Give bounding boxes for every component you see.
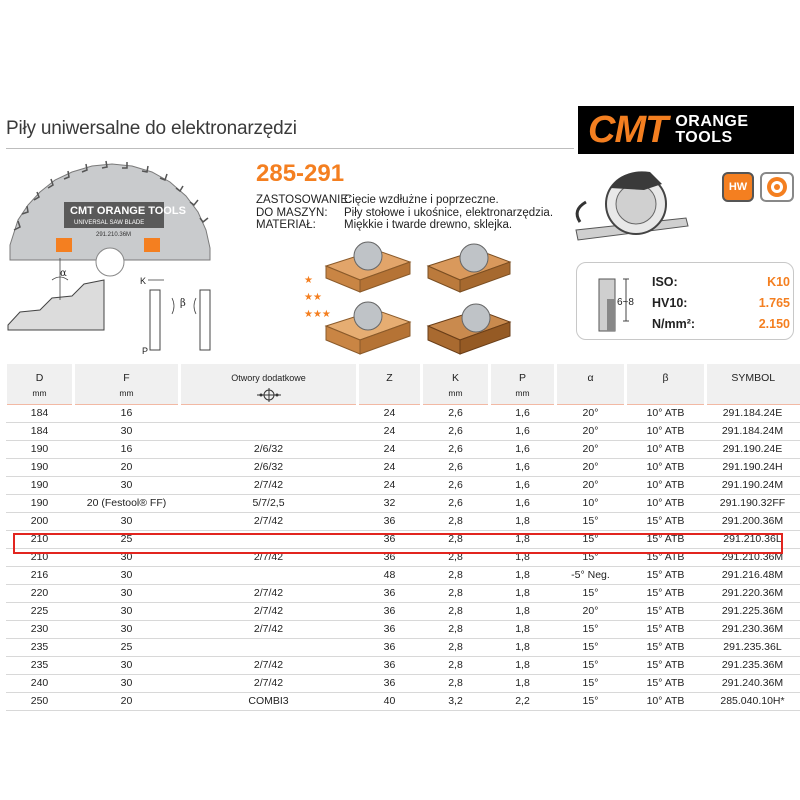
cell-z: 36	[358, 675, 422, 693]
cell-d: 190	[6, 441, 74, 459]
cell-z: 24	[358, 477, 422, 495]
grade-row-nmm2	[652, 317, 790, 331]
grade-row-hv10	[652, 296, 790, 310]
logo-line-1: ORANGE	[675, 113, 749, 130]
spec-key: ZASTOSOWANIE:	[256, 194, 352, 206]
cell-beta: 15° ATB	[626, 675, 706, 693]
carbide-grade-box	[576, 262, 794, 340]
cell-alpha: 15°	[556, 585, 626, 603]
cell-p: 2,2	[490, 693, 556, 711]
cell-d: 230	[6, 621, 74, 639]
col-header-alpha: α	[556, 364, 626, 405]
cell-z: 24	[358, 405, 422, 423]
title-divider	[6, 148, 574, 149]
cell-beta: 10° ATB	[626, 477, 706, 495]
cell-alpha: 15°	[556, 639, 626, 657]
cell-p: 1,8	[490, 603, 556, 621]
cell-d: 225	[6, 603, 74, 621]
grade-row-iso	[652, 275, 790, 289]
col-header-f: F mm	[74, 364, 180, 405]
cell-alpha: 20°	[556, 423, 626, 441]
material-icon	[760, 172, 794, 202]
table-row	[6, 495, 800, 513]
cell-k: 3,2	[422, 693, 490, 711]
table-header-row	[6, 364, 800, 405]
cell-beta: 15° ATB	[626, 567, 706, 585]
beta-symbol: β	[180, 298, 186, 309]
cell-d: 216	[6, 567, 74, 585]
cell-f: 16	[74, 405, 180, 423]
cell-symbol: 291.184.24M	[706, 423, 800, 441]
cell-p: 1,8	[490, 567, 556, 585]
cell-symbol: 291.190.24E	[706, 441, 800, 459]
cell-p: 1,8	[490, 513, 556, 531]
table-row	[6, 441, 800, 459]
table-row	[6, 675, 800, 693]
cell-z: 40	[358, 693, 422, 711]
grade-value: 1.765	[758, 296, 790, 310]
cell-symbol: 291.240.36M	[706, 675, 800, 693]
cell-alpha: 15°	[556, 531, 626, 549]
cell-symbol: 291.210.36L	[706, 531, 800, 549]
k-symbol: K	[140, 276, 147, 286]
cell-k: 2,8	[422, 567, 490, 585]
cell-f: 30	[74, 549, 180, 567]
cell-k: 2,6	[422, 423, 490, 441]
p-symbol: P	[142, 346, 149, 356]
tooth-height-diagram	[587, 269, 651, 335]
table-row	[6, 459, 800, 477]
cell-d: 190	[6, 495, 74, 513]
cell-holes: 2/7/42	[180, 585, 358, 603]
cell-d: 210	[6, 531, 74, 549]
cell-f: 25	[74, 531, 180, 549]
cell-alpha: 15°	[556, 621, 626, 639]
cell-beta: 15° ATB	[626, 657, 706, 675]
cell-alpha: 15°	[556, 513, 626, 531]
table-row	[6, 639, 800, 657]
cell-f: 30	[74, 657, 180, 675]
page-title: Piły uniwersalne do elektronarzędzi	[6, 118, 297, 139]
table-row	[6, 477, 800, 495]
alpha-symbol: α	[60, 268, 67, 279]
cell-holes: 2/7/42	[180, 477, 358, 495]
cell-f: 20 (Festool® FF)	[74, 495, 180, 513]
cell-symbol: 291.235.36L	[706, 639, 800, 657]
table-row	[6, 657, 800, 675]
cell-holes: 2/6/32	[180, 441, 358, 459]
cell-z: 24	[358, 459, 422, 477]
cell-beta: 10° ATB	[626, 495, 706, 513]
cell-symbol: 291.190.32FF	[706, 495, 800, 513]
cell-f: 25	[74, 639, 180, 657]
cell-k: 2,8	[422, 603, 490, 621]
cell-z: 36	[358, 549, 422, 567]
cell-beta: 15° ATB	[626, 585, 706, 603]
cell-d: 220	[6, 585, 74, 603]
spec-key: MATERIAŁ:	[256, 219, 316, 231]
spec-row-material	[256, 219, 553, 232]
cell-f: 30	[74, 585, 180, 603]
cell-f: 30	[74, 621, 180, 639]
cell-holes	[180, 567, 358, 585]
cell-z: 36	[358, 639, 422, 657]
cell-z: 32	[358, 495, 422, 513]
cell-k: 2,6	[422, 405, 490, 423]
cell-holes: 2/7/42	[180, 621, 358, 639]
cell-f: 30	[74, 603, 180, 621]
star-icon: ★★★	[304, 309, 331, 320]
col-header-beta: β	[626, 364, 706, 405]
cell-alpha: 10°	[556, 495, 626, 513]
cell-p: 1,8	[490, 639, 556, 657]
cell-holes: 2/7/42	[180, 675, 358, 693]
cell-p: 1,8	[490, 675, 556, 693]
table-row	[6, 531, 800, 549]
cell-z: 48	[358, 567, 422, 585]
cell-holes	[180, 423, 358, 441]
blade-spec-table-wrap	[4, 364, 798, 711]
cell-alpha: 20°	[556, 459, 626, 477]
logo-line-2: TOOLS	[675, 129, 733, 146]
cell-d: 200	[6, 513, 74, 531]
cell-d: 210	[6, 549, 74, 567]
table-row	[6, 585, 800, 603]
cell-z: 36	[358, 531, 422, 549]
cell-f: 30	[74, 477, 180, 495]
cell-k: 2,8	[422, 639, 490, 657]
cell-holes	[180, 405, 358, 423]
table-row	[6, 621, 800, 639]
blade-label-code: 291.210.36M	[96, 232, 132, 238]
cell-p: 1,6	[490, 405, 556, 423]
cell-beta: 10° ATB	[626, 405, 706, 423]
cell-alpha: -5° Neg.	[556, 567, 626, 585]
cell-alpha: 20°	[556, 477, 626, 495]
cell-alpha: 15°	[556, 657, 626, 675]
table-row	[6, 513, 800, 531]
cell-p: 1,6	[490, 495, 556, 513]
table-row-highlighted	[6, 549, 800, 567]
cell-beta: 10° ATB	[626, 423, 706, 441]
cell-alpha: 15°	[556, 549, 626, 567]
cell-k: 2,8	[422, 621, 490, 639]
cell-symbol: 291.200.36M	[706, 513, 800, 531]
grade-label: HV10:	[652, 296, 688, 310]
cell-d: 250	[6, 693, 74, 711]
cell-f: 16	[74, 441, 180, 459]
col-header-symbol: SYMBOL	[706, 364, 800, 405]
col-header-p: P mm	[490, 364, 556, 405]
blade-spec-table	[4, 364, 800, 711]
cell-f: 30	[74, 675, 180, 693]
logo-main-text: CMT	[588, 108, 668, 151]
star-icon: ★	[304, 275, 313, 286]
cell-symbol: 291.210.36M	[706, 549, 800, 567]
spec-key: DO MASZYN:	[256, 206, 328, 219]
cell-f: 30	[74, 567, 180, 585]
cell-holes: 5/7/2,5	[180, 495, 358, 513]
cell-symbol: 291.230.36M	[706, 621, 800, 639]
plywood-cross-cut	[428, 304, 510, 354]
col-header-holes: Otwory dodatkowe	[180, 364, 358, 405]
cell-symbol: 291.225.36M	[706, 603, 800, 621]
col-header-k: K mm	[422, 364, 490, 405]
table-row	[6, 567, 800, 585]
cell-f: 20	[74, 693, 180, 711]
cell-beta: 15° ATB	[626, 531, 706, 549]
plywood-rip-cut	[326, 302, 410, 354]
cell-d: 235	[6, 657, 74, 675]
spec-value: Cięcie wzdłużne i poprzeczne.	[344, 194, 499, 206]
cell-beta: 15° ATB	[626, 603, 706, 621]
cell-symbol: 285.040.10H*	[706, 693, 800, 711]
cell-k: 2,6	[422, 477, 490, 495]
cutting-illustrations	[318, 236, 514, 360]
wood-board-rip-cut	[326, 242, 410, 292]
cell-p: 1,8	[490, 531, 556, 549]
cell-z: 24	[358, 441, 422, 459]
cell-z: 36	[358, 513, 422, 531]
cell-symbol: 291.190.24M	[706, 477, 800, 495]
cell-f: 30	[74, 513, 180, 531]
cell-holes	[180, 531, 358, 549]
cell-holes: COMBI3	[180, 693, 358, 711]
cell-k: 2,6	[422, 495, 490, 513]
cell-holes: 2/6/32	[180, 459, 358, 477]
spec-value: Piły stołowe i ukośnice, elektronarzędzia.	[344, 206, 554, 219]
saw-blade-illustration	[0, 150, 240, 360]
cell-p: 1,6	[490, 441, 556, 459]
cell-k: 2,6	[422, 441, 490, 459]
star-icon: ★★	[304, 292, 322, 303]
cell-k: 2,6	[422, 459, 490, 477]
cell-holes: 2/7/42	[180, 603, 358, 621]
cell-p: 1,6	[490, 423, 556, 441]
cell-k: 2,8	[422, 549, 490, 567]
cell-beta: 15° ATB	[626, 639, 706, 657]
cell-k: 2,8	[422, 531, 490, 549]
brand-logo	[578, 106, 794, 154]
cell-beta: 10° ATB	[626, 693, 706, 711]
cell-z: 36	[358, 621, 422, 639]
depth-label: 6~8	[617, 297, 634, 308]
cell-k: 2,8	[422, 657, 490, 675]
spec-row-application	[256, 194, 553, 207]
cell-z: 36	[358, 657, 422, 675]
cell-beta: 15° ATB	[626, 549, 706, 567]
cell-p: 1,8	[490, 585, 556, 603]
cell-z: 36	[358, 603, 422, 621]
cell-p: 1,8	[490, 549, 556, 567]
cell-symbol: 291.220.36M	[706, 585, 800, 603]
cell-d: 184	[6, 423, 74, 441]
cell-d: 184	[6, 405, 74, 423]
cell-d: 190	[6, 459, 74, 477]
cell-d: 235	[6, 639, 74, 657]
cell-symbol: 291.184.24E	[706, 405, 800, 423]
cell-z: 24	[358, 423, 422, 441]
cell-p: 1,8	[490, 657, 556, 675]
wood-board-cross-cut	[428, 244, 510, 292]
grade-value: 2.150	[758, 317, 790, 331]
col-header-d: D mm	[6, 364, 74, 405]
cell-k: 2,8	[422, 675, 490, 693]
cell-holes: 2/7/42	[180, 549, 358, 567]
cell-holes	[180, 639, 358, 657]
cell-p: 1,8	[490, 621, 556, 639]
pinhole-icon	[181, 388, 356, 404]
cell-beta: 10° ATB	[626, 459, 706, 477]
grade-label: ISO:	[652, 275, 678, 289]
cell-beta: 15° ATB	[626, 513, 706, 531]
saw-blade-image	[10, 161, 210, 276]
cell-d: 190	[6, 477, 74, 495]
table-body	[6, 405, 800, 711]
cell-f: 30	[74, 423, 180, 441]
cell-symbol: 291.216.48M	[706, 567, 800, 585]
spec-row-machines	[256, 207, 553, 220]
cell-alpha: 15°	[556, 675, 626, 693]
circular-saw-machine-image	[566, 160, 696, 252]
cell-alpha: 20°	[556, 603, 626, 621]
cell-p: 1,6	[490, 477, 556, 495]
grade-value: K10	[767, 275, 790, 289]
cell-f: 20	[74, 459, 180, 477]
cell-holes: 2/7/42	[180, 657, 358, 675]
product-code: 285-291	[256, 160, 345, 187]
cell-alpha: 15°	[556, 693, 626, 711]
grade-label: N/mm²:	[652, 317, 696, 331]
cell-beta: 15° ATB	[626, 621, 706, 639]
blade-label-sub: UNIVERSAL SAW BLADE	[74, 220, 145, 226]
cell-alpha: 20°	[556, 405, 626, 423]
cell-beta: 10° ATB	[626, 441, 706, 459]
cell-k: 2,8	[422, 513, 490, 531]
cell-d: 240	[6, 675, 74, 693]
table-row	[6, 693, 800, 711]
logo-subtext	[675, 114, 748, 146]
hw-badge: HW	[722, 172, 754, 202]
spec-value: Miękkie i twarde drewno, sklejka.	[344, 219, 513, 231]
table-row	[6, 423, 800, 441]
cell-alpha: 20°	[556, 441, 626, 459]
table-row	[6, 603, 800, 621]
blade-label-main: CMT ORANGE TOOLS	[70, 205, 186, 217]
cell-k: 2,8	[422, 585, 490, 603]
col-header-z: Z	[358, 364, 422, 405]
cell-holes: 2/7/42	[180, 513, 358, 531]
cell-symbol: 291.235.36M	[706, 657, 800, 675]
product-specs	[256, 194, 553, 232]
cell-symbol: 291.190.24H	[706, 459, 800, 477]
cell-p: 1,6	[490, 459, 556, 477]
cell-z: 36	[358, 585, 422, 603]
table-row	[6, 405, 800, 423]
